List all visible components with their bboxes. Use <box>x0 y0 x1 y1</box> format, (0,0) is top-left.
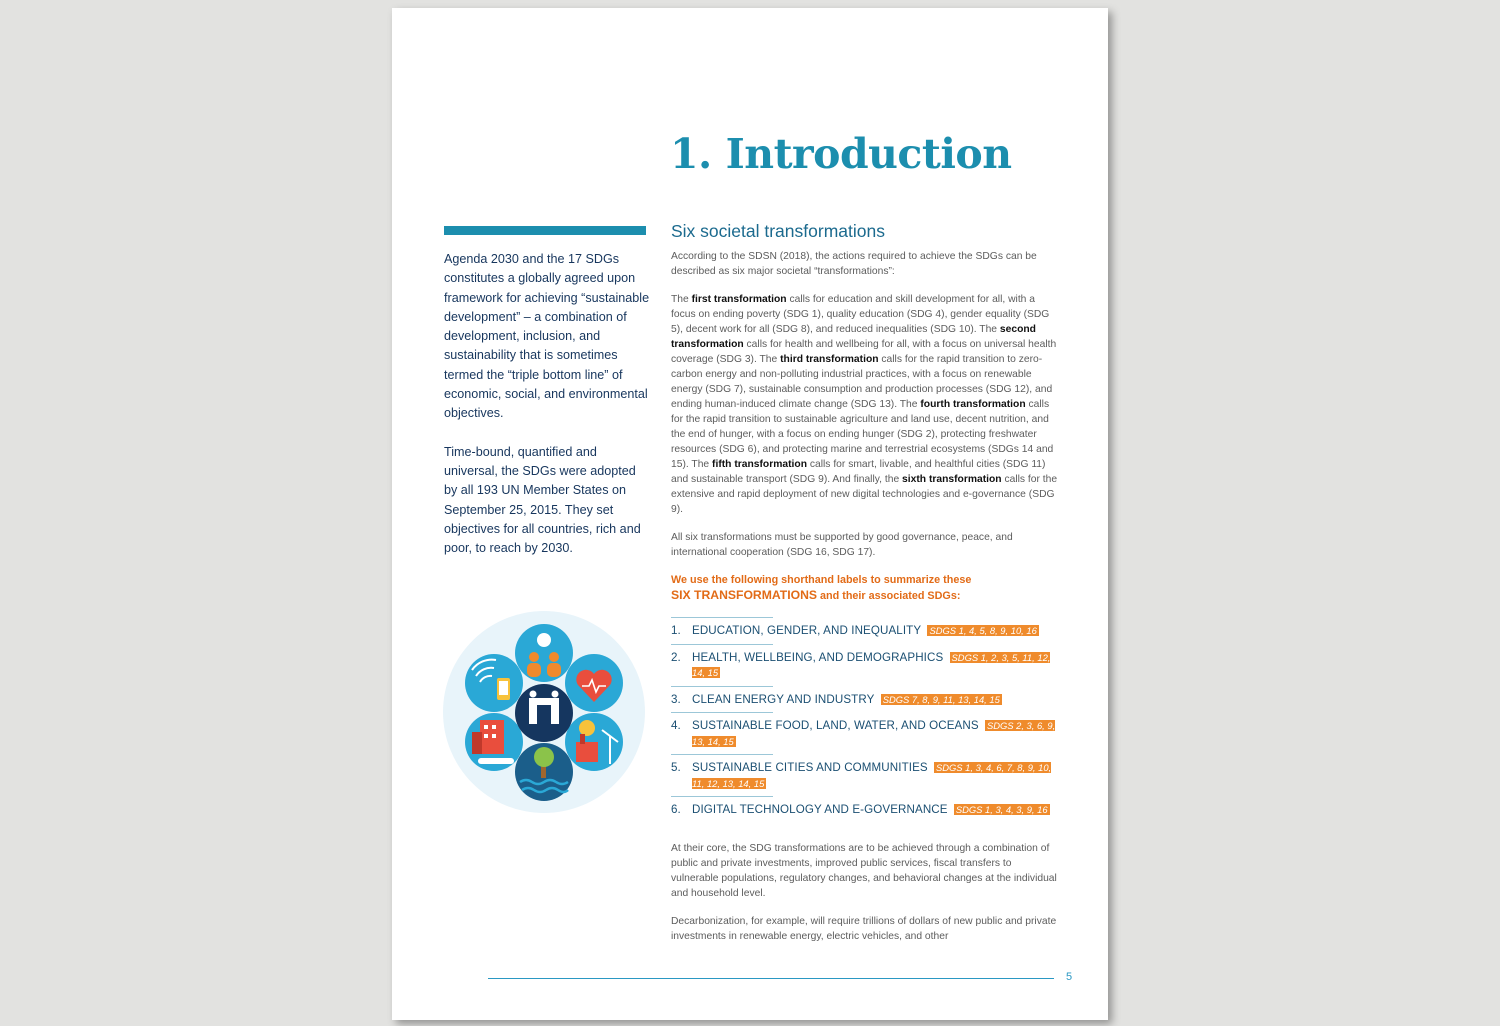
core-paragraph: At their core, the SDG transformations are to be achieved through a combination of public and private investments, improved public services, fiscal transfers to vulnerable populations, regulatory changes, and behavioral changes at the individual and household level. <box>671 842 1057 899</box>
sdg-badge: SDGS 2, 3, 6, 9, 13, 14, 15 <box>692 720 1056 747</box>
city-building-icon <box>465 713 523 771</box>
document-page <box>392 8 1108 1020</box>
renewable-energy-icon <box>565 713 623 771</box>
sixth-transformation-term: sixth transformation <box>902 474 1002 485</box>
people-lightbulb-icon <box>515 624 573 682</box>
sidebar-paragraph-2: Time-bound, quantified and universal, the SDGs were adopted by all 193 UN Member States on September 25, 2015. They set objectives for all countries, rich and poor, to reach by 2030. <box>444 444 641 556</box>
section-title: Six societal transformations <box>671 221 885 241</box>
transformations-list <box>671 617 1059 823</box>
main-column <box>671 249 1059 957</box>
transformations-paragraph: The first transformation calls for education and skill development for all, with a focus on ending poverty (SDG 1), quality education (SDG 4), gender equality (SDG 5), decent work for all (SDG 8), and reduced inequalities (SDG 10). The second transformation calls for health and wellbeing for all, with a focus on universal health coverage (SDG 3). The third transformation calls for the rapid transition to zero-carbon energy and non-polluting industrial practices, with a focus on renewable energy (SDG 7), sustainable consumption and production processes (SDG 12), and ending human-induced climate change (SDG 13). The fourth transformation calls for the rapid transition to sustainable agriculture and land use, decent nutrition, and the end of hunger, with a focus on ending hunger (SDG 2), protecting freshwater resources (SDG 6), and protecting marine and terrestrial ecosystems (SDGs 14 and 15). The fifth transformation calls for smart, livable, and healthful cities (SDG 11) and sustainable transport (SDG 9). And finally, the sixth transformation calls for the extensive and rapid deployment of new digital technologies and e-governance (SDG 9). <box>671 294 1058 515</box>
sidebar-text <box>444 250 650 577</box>
first-transformation-term: first transformation <box>691 294 787 305</box>
list-item: 6. DIGITAL TECHNOLOGY AND E-GOVERNANCE SDGS 1, 3, 4, 3, 9, 16 <box>671 796 1059 823</box>
sdg-badge: SDGS 1, 4, 5, 8, 9, 10, 16 <box>929 625 1037 636</box>
center-logo-icon <box>515 684 573 742</box>
sdg-badge: SDGS 1, 3, 4, 6, 7, 8, 9, 10, 11, 12, 13, 14, 15 <box>692 762 1052 789</box>
intro-paragraph: According to the SDSN (2018), the actions required to achieve the SDGs can be described as six major societal “transformations”: <box>671 251 1037 277</box>
list-item: 1. EDUCATION, GENDER, AND INEQUALITY SDGS 1, 4, 5, 8, 9, 10, 16 <box>671 617 1059 644</box>
governance-paragraph: All six transformations must be supported by good governance, peace, and international cooperation (SDG 16, SDG 17). <box>671 532 1013 558</box>
sdg-badge: SDGS 7, 8, 9, 11, 13, 14, 15 <box>882 693 1000 705</box>
lead-paragraph: We use the following shorthand labels to summarize these SIX TRANSFORMATIONS and their associated SDGs: <box>671 574 972 602</box>
list-item: 2. HEALTH, WELLBEING, AND DEMOGRAPHICS SDGS 1, 2, 3, 5, 11, 12, 14, 15 <box>671 644 1059 686</box>
page-number: 5 <box>1066 971 1073 983</box>
transformations-emblem <box>442 610 646 814</box>
digital-signal-icon <box>465 654 523 712</box>
footer-rule <box>488 978 1054 979</box>
sdg-badge: SDGS 1, 3, 4, 3, 9, 16 <box>955 804 1048 815</box>
tree-water-icon <box>515 743 573 801</box>
fifth-transformation-term: fifth transformation <box>712 459 807 470</box>
lead-caps: SIX TRANSFORMATIONS <box>671 588 818 602</box>
fourth-transformation-term: fourth transformation <box>920 399 1026 410</box>
page-title: 1. Introduction <box>670 130 1012 178</box>
list-item: 5. SUSTAINABLE CITIES AND COMMUNITIES SDGS 1, 3, 4, 6, 7, 8, 9, 10, 11, 12, 13, 14, 15 <box>671 754 1059 796</box>
sidebar-accent-bar <box>444 226 646 235</box>
decarbonization-paragraph: Decarbonization, for example, will require trillions of dollars of new public and private investments in renewable energy, electric vehicles, and other <box>671 915 1057 942</box>
sidebar-paragraph-1: Agenda 2030 and the 17 SDGs constitutes a globally agreed upon framework for achieving “sustainable development” – a combination of development, inclusion, and sustainability that is sometimes termed the “triple bottom line” of economic, social, and environmental objectives. <box>444 252 650 421</box>
list-item: 3. CLEAN ENERGY AND INDUSTRY SDGS 7, 8, 9, 11, 13, 14, 15 <box>671 686 1059 713</box>
list-item: 4. SUSTAINABLE FOOD, LAND, WATER, AND OCEANS SDGS 2, 3, 6, 9, 13, 14, 15 <box>671 712 1059 754</box>
third-transformation-term: third transformation <box>780 354 879 365</box>
sdg-badge: SDGS 1, 2, 3, 5, 11, 12, 14, 15 <box>692 651 1051 678</box>
heart-health-icon <box>565 654 623 712</box>
second-transformation-term: second transformation <box>671 324 1036 350</box>
